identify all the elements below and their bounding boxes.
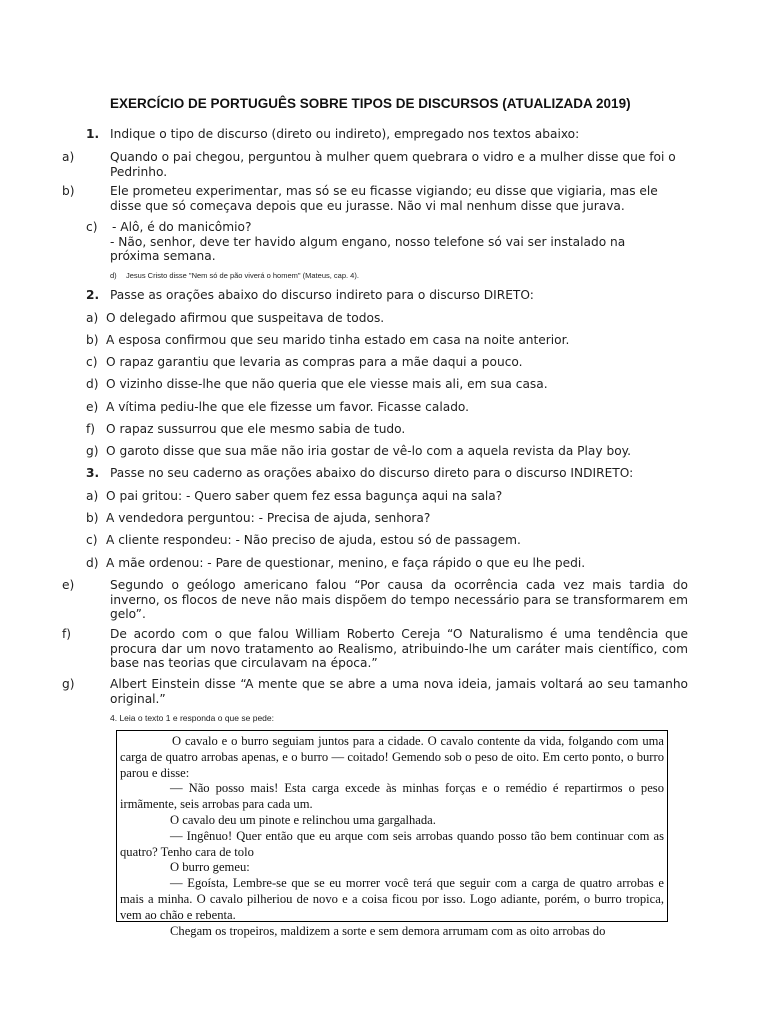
list-item [86,400,664,415]
item-label: d) [86,556,99,570]
item-text: A cliente respondeu: - Não preciso de ajuda, estou só de passagem. [106,533,521,547]
question-2 [86,288,664,303]
list-item [62,184,688,213]
item-text: Jesus Cristo disse "Nem só de pão viverá o homem" (Mateus, cap. 4). [126,271,359,280]
item-label: b) [62,184,75,198]
page-title: EXERCÍCIO DE PORTUGUÊS SOBRE TIPOS DE DISCURSOS (ATUALIZADA 2019) [110,96,631,111]
list-item [86,220,664,264]
item-label: e) [62,578,75,592]
excerpt-paragraph: O burro gemeu: [170,860,250,875]
list-item [86,489,664,504]
excerpt-paragraph: O cavalo e o burro seguiam juntos para a cidade. O cavalo contente da vida, folgando com uma carga de quatro arrobas apenas, e o burro — coitado! Gemendo sob o peso de oito. Em certo ponto, o burro parou e disse: [120,734,664,780]
item-label: g) [86,444,99,458]
list-item [86,511,664,526]
list-item-small [110,271,359,280]
list-item [86,533,664,548]
item-text: A mãe ordenou: - Pare de questionar, menino, e faça rápido o que eu lhe pedi. [106,556,586,570]
item-text: O rapaz sussurrou que ele mesmo sabia de tudo. [106,422,406,436]
item-text: Ele prometeu experimentar, mas só se eu ficasse vigiando; eu disse que vigiaria, mas ele disse que só começava depois que eu jurasse. Não vi mal nenhum disse que jurava. [110,184,658,213]
item-label: c) [86,533,98,547]
list-item [86,556,664,571]
item-label: b) [86,333,99,347]
item-text: Quando o pai chegou, perguntou à mulher quem quebrara o vidro e a mulher disse que foi o Pedrinho. [110,150,676,179]
dialogue-line: - Alô, é do manicômio? [112,220,252,234]
item-label: f) [62,627,72,641]
text-excerpt-box [116,730,668,938]
excerpt-paragraph: — Não posso mais! Esta carga excede às minhas forças e o remédio é repartirmos o peso irmãmente, seis arrobas para cada um. [120,781,664,812]
item-label: e) [86,400,99,414]
item-label: c) [86,355,98,369]
item-text: A esposa confirmou que seu marido tinha estado em casa na noite anterior. [106,333,570,347]
item-label: a) [86,489,99,503]
item-text: Segundo o geólogo americano falou “Por causa da ocorrência cada vez mais tardia do inverno, os flocos de neve não mais dispõem do tempo necessário para se transformarem em gelo”. [110,578,688,621]
item-label: f) [86,422,96,436]
question-text: Passe no seu caderno as orações abaixo do discurso direto para o discurso INDIRETO: [110,466,634,480]
list-item [86,444,664,459]
question-3 [86,466,664,481]
question-number: 2. [86,288,100,302]
question-number: 1. [86,127,100,141]
excerpt-paragraph: — Egoísta, Lembre-se que se eu morrer você terá que seguir com a carga de quatro arrobas e mais a minha. O cavalo pilheriou de novo e a coisa ficou por isso. Logo adiante, porém, o burro tropica, vem ao chão e rebenta. [120,876,664,922]
list-item [62,627,688,671]
item-text: O vizinho disse-lhe que não queria que ele viesse mais ali, em sua casa. [106,377,548,391]
item-text: Albert Einstein disse “A mente que se abre a uma nova ideia, jamais voltará ao seu tamanho original.” [110,677,688,706]
list-item [86,355,664,370]
list-item [62,578,688,622]
list-item [62,677,688,706]
dialogue-line: - Não, senhor, deve ter havido algum engano, nosso telefone só vai ser instalado na próxima semana. [110,234,626,263]
item-text: O garoto disse que sua mãe não iria gostar de vê-lo com a aquela revista da Play boy. [106,444,632,458]
item-text: A vítima pediu-lhe que ele fizesse um favor. Ficasse calado. [106,400,470,414]
excerpt-paragraph: — Ingênuo! Quer então que eu arque com seis arrobas quando posso tão bem continuar com as quatro? Tenho cara de tolo [120,828,664,859]
excerpt-paragraph: O cavalo deu um pinote e relinchou uma gargalhada. [170,812,436,827]
item-label: g) [62,677,75,691]
item-text: A vendedora perguntou: - Precisa de ajuda, senhora? [106,511,431,525]
question-4-heading: 4. Leia o texto 1 e responda o que se pede: [110,713,274,723]
item-label: b) [86,511,99,525]
list-item [86,333,664,348]
item-label: d) [86,377,99,391]
item-text: O rapaz garantiu que levaria as compras para a mãe daqui a pouco. [106,355,523,369]
question-text: Indique o tipo de discurso (direto ou indireto), empregado nos textos abaixo: [110,127,580,141]
item-text: De acordo com o que falou William Roberto Cereja “O Naturalismo é uma tendência que procura dar um novo tratamento ao Realismo, atribuindo-lhe um caráter mais científico, com base nas teorias que circulavam na época.” [110,627,688,670]
item-label: c) [86,220,98,234]
question-text: Passe as orações abaixo do discurso indireto para o discurso DIRETO: [110,288,534,302]
item-text: O pai gritou: - Quero saber quem fez essa bagunça aqui na sala? [106,489,503,503]
list-item [86,377,664,392]
list-item [62,150,688,179]
list-item [86,422,664,437]
item-label: a) [86,311,99,325]
question-number: 3. [86,466,100,480]
item-label: d) [110,271,117,280]
item-label: a) [62,150,75,164]
list-item [86,311,664,326]
item-text: O delegado afirmou que suspeitava de todos. [106,311,385,325]
excerpt-paragraph: Chegam os tropeiros, maldizem a sorte e sem demora arrumam com as oito arrobas do [170,923,606,938]
question-1 [86,127,664,142]
